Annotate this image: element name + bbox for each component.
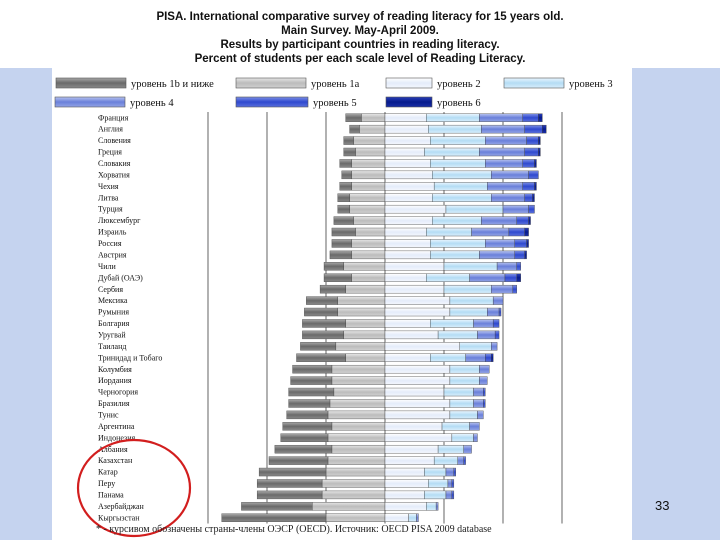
- bar-segment: [385, 388, 444, 396]
- bar-segment: [515, 251, 525, 259]
- bar-segment: [312, 502, 385, 510]
- bar-segment: [525, 228, 529, 236]
- legend-swatch-5: [55, 97, 125, 107]
- bar-segment: [302, 319, 345, 327]
- bar-segment: [385, 434, 452, 442]
- chart-figure: [52, 68, 632, 540]
- bar-segment: [356, 148, 386, 156]
- bar-segment: [409, 514, 417, 522]
- category-label: Колумбия: [98, 364, 132, 374]
- category-label: Уругвай: [98, 330, 126, 340]
- bar-segment: [515, 239, 527, 247]
- bar-segment: [444, 262, 497, 270]
- bar-segment: [434, 457, 458, 465]
- bar-segment: [523, 159, 535, 167]
- category-label: Румыния: [98, 307, 130, 317]
- bar-segment: [385, 251, 430, 259]
- bar-segment: [385, 239, 430, 247]
- bar-segment: [385, 342, 460, 350]
- bar-segment: [385, 331, 438, 339]
- bar-segment: [474, 319, 494, 327]
- bar-segment: [346, 319, 385, 327]
- bar-segment: [342, 171, 352, 179]
- category-label: Болгария: [98, 319, 130, 329]
- bar-segment: [542, 125, 546, 133]
- bar-segment: [304, 308, 337, 316]
- bar-segment: [385, 274, 426, 282]
- bar-segment: [450, 399, 474, 407]
- bar-segment: [491, 342, 497, 350]
- bar-segment: [493, 297, 503, 305]
- bar-segment: [350, 194, 385, 202]
- bar-segment: [430, 239, 485, 247]
- bar-segment: [525, 251, 527, 259]
- bar-segment: [448, 479, 452, 487]
- bar-segment: [385, 365, 450, 373]
- bar-segment: [338, 297, 385, 305]
- bar-segment: [428, 479, 448, 487]
- bar-segment: [344, 137, 354, 145]
- bar-segment: [291, 377, 332, 385]
- bar-segment: [487, 308, 499, 316]
- bar-segment: [525, 125, 543, 133]
- legend-swatch-3: [386, 78, 432, 88]
- bar-segment: [491, 354, 493, 362]
- bar-segment: [450, 308, 487, 316]
- legend-swatch-7: [386, 97, 432, 107]
- bar-segment: [328, 434, 385, 442]
- bar-segment: [517, 274, 521, 282]
- bar-segment: [523, 114, 539, 122]
- bar-segment: [452, 434, 474, 442]
- bar-segment: [385, 377, 450, 385]
- bar-segment: [495, 331, 499, 339]
- category-labels: [98, 113, 162, 522]
- bar-segment: [352, 239, 385, 247]
- bar-segment: [464, 457, 466, 465]
- legend-label-6: уровень 5: [313, 98, 357, 109]
- bar-segment: [385, 125, 428, 133]
- bar-segment: [485, 354, 491, 362]
- chart-footnote: * - курсивом обозначены страны-члены ОЭСР (OECD). Источник: OECD PISA 2009 database: [96, 524, 492, 535]
- legend-swatch-1: [56, 78, 126, 88]
- chart-legend: [55, 78, 613, 109]
- category-label: Таиланд: [98, 341, 127, 351]
- legend-label-2: уровень 1a: [311, 79, 360, 90]
- bar-segment: [332, 239, 352, 247]
- bar-segment: [385, 171, 432, 179]
- legend-label-4: уровень 3: [569, 79, 613, 90]
- legend-label-1: уровень 1b и ниже: [131, 79, 214, 90]
- bar-segment: [434, 182, 487, 190]
- bar-segment: [426, 228, 471, 236]
- bar-segment: [479, 365, 489, 373]
- bar-segment: [470, 274, 505, 282]
- bar-segment: [385, 148, 424, 156]
- bar-segment: [446, 205, 503, 213]
- bar-segment: [529, 171, 539, 179]
- bar-segment: [426, 502, 436, 510]
- bar-segment: [326, 468, 385, 476]
- category-label: Словения: [98, 136, 131, 146]
- bar-segment: [436, 502, 438, 510]
- category-label: Франция: [98, 113, 129, 123]
- bar-segment: [485, 137, 526, 145]
- bar-segment: [346, 354, 385, 362]
- category-label: Тунис: [98, 410, 119, 420]
- bar-segment: [474, 434, 478, 442]
- bar-segment: [470, 422, 480, 430]
- bar-segment: [454, 468, 456, 476]
- legend-swatch-4: [504, 78, 564, 88]
- bar-segment: [328, 411, 385, 419]
- bar-segment: [332, 365, 385, 373]
- bar-segment: [430, 354, 465, 362]
- bar-segment: [338, 194, 350, 202]
- bar-segment: [474, 388, 484, 396]
- bar-segment: [479, 377, 487, 385]
- bar-segment: [481, 217, 516, 225]
- bar-segment: [385, 354, 430, 362]
- bar-segment: [330, 399, 385, 407]
- category-label: Тринидад и Тобаго: [98, 353, 163, 363]
- bar-segment: [302, 331, 343, 339]
- bar-segment: [385, 159, 430, 167]
- bar-segment: [334, 217, 354, 225]
- category-label: Англия: [98, 124, 123, 134]
- bar-segment: [527, 239, 529, 247]
- bar-segment: [385, 514, 409, 522]
- bar-segment: [332, 445, 385, 453]
- category-label: Чили: [98, 261, 116, 271]
- bar-segment: [222, 514, 326, 522]
- chart-svg: [52, 68, 632, 540]
- category-label: Азербайджан: [98, 501, 144, 511]
- bar-segment: [354, 137, 385, 145]
- bar-segment: [385, 399, 450, 407]
- bar-segment: [485, 239, 515, 247]
- bar-segment: [385, 205, 446, 213]
- bar-segment: [275, 445, 332, 453]
- left-margin: [0, 68, 52, 540]
- bar-segment: [450, 365, 480, 373]
- bar-segment: [509, 228, 525, 236]
- bar-segment: [283, 422, 332, 430]
- category-label: Литва: [98, 193, 119, 203]
- category-label: Аргентина: [98, 421, 135, 431]
- bar-segment: [322, 479, 385, 487]
- page-number: 33: [655, 498, 670, 513]
- bar-segment: [322, 491, 385, 499]
- bar-segment: [452, 479, 454, 487]
- bar-segment: [505, 274, 517, 282]
- bar-segment: [385, 319, 430, 327]
- bar-segment: [474, 399, 484, 407]
- bar-segment: [428, 125, 481, 133]
- category-label: Панама: [98, 490, 124, 500]
- category-label: Индонезия: [98, 433, 136, 443]
- bar-segment: [356, 228, 386, 236]
- bar-segment: [450, 411, 478, 419]
- bar-segment: [534, 182, 536, 190]
- category-label: Кыргызстан: [98, 513, 140, 523]
- category-label: Россия: [98, 239, 122, 249]
- title-line-2: Main Survey. May-April 2009.: [281, 25, 439, 37]
- bar-segment: [361, 114, 385, 122]
- bar-segment: [350, 125, 360, 133]
- category-label: Чехия: [98, 181, 119, 191]
- bar-segment: [338, 205, 350, 213]
- bar-segment: [281, 434, 328, 442]
- legend-swatch-6: [236, 97, 308, 107]
- bar-segment: [426, 114, 479, 122]
- bar-segment: [458, 457, 464, 465]
- bar-segment: [416, 514, 418, 522]
- category-label: Катар: [98, 467, 118, 477]
- bar-segment: [527, 137, 539, 145]
- category-label: Перу: [98, 479, 116, 489]
- bar-segment: [352, 251, 385, 259]
- bar-segment: [330, 251, 352, 259]
- bar-segment: [385, 491, 424, 499]
- bar-segment: [538, 114, 542, 122]
- bar-segment: [259, 468, 326, 476]
- bar-segment: [385, 297, 450, 305]
- bar-segment: [483, 388, 485, 396]
- bar-segment: [426, 274, 469, 282]
- category-label: Австрия: [98, 250, 127, 260]
- bar-segment: [289, 399, 330, 407]
- category-label: Дубай (ОАЭ): [98, 273, 143, 283]
- bar-segment: [487, 182, 522, 190]
- legend-label-5: уровень 4: [130, 98, 174, 109]
- bar-segment: [346, 114, 362, 122]
- bar-segment: [444, 285, 491, 293]
- category-label: Сербия: [98, 284, 124, 294]
- bar-segment: [503, 205, 529, 213]
- bar-segment: [472, 228, 509, 236]
- bar-segment: [466, 354, 486, 362]
- bar-segment: [432, 171, 491, 179]
- bar-segment: [460, 342, 491, 350]
- bar-segment: [450, 377, 480, 385]
- category-label: Турция: [98, 204, 123, 214]
- bar-segment: [450, 297, 493, 305]
- bar-segment: [491, 171, 528, 179]
- bar-segment: [430, 159, 485, 167]
- bar-segment: [538, 137, 540, 145]
- legend-label-3: уровень 2: [437, 79, 481, 90]
- bar-segment: [534, 159, 536, 167]
- bar-segment: [344, 331, 385, 339]
- bar-segment: [430, 251, 479, 259]
- bar-segment: [334, 388, 385, 396]
- bar-segment: [385, 479, 428, 487]
- bar-segment: [385, 217, 432, 225]
- bar-segment: [350, 205, 385, 213]
- title-line-3: Results by participant countries in reading literacy.: [220, 39, 500, 51]
- bar-segment: [479, 251, 514, 259]
- bar-segment: [385, 114, 426, 122]
- bar-segment: [430, 137, 485, 145]
- bar-segment: [257, 491, 322, 499]
- bar-segment: [326, 514, 385, 522]
- bar-segment: [432, 217, 481, 225]
- bar-segment: [354, 217, 385, 225]
- bar-segment: [332, 422, 385, 430]
- bar-segment: [306, 297, 337, 305]
- bar-segment: [517, 217, 529, 225]
- category-label: Албания: [98, 444, 128, 454]
- legend-swatch-2: [236, 78, 306, 88]
- title-line-1: PISA. International comparative survey of reading literacy for 15 years old.: [156, 11, 564, 23]
- bar-segment: [523, 182, 535, 190]
- bar-segment: [257, 479, 322, 487]
- bar-segment: [385, 308, 450, 316]
- bar-segment: [241, 502, 312, 510]
- bar-segment: [338, 308, 385, 316]
- legend-label-7: уровень 6: [437, 98, 481, 109]
- bar-segment: [464, 445, 472, 453]
- bar-segment: [529, 205, 535, 213]
- right-margin: [632, 68, 720, 540]
- bar-segment: [300, 342, 335, 350]
- bar-segment: [336, 342, 385, 350]
- bar-segment: [269, 457, 328, 465]
- bar-segment: [438, 331, 477, 339]
- bar-segment: [324, 274, 352, 282]
- bar-segment: [446, 491, 452, 499]
- category-label: Иордания: [98, 376, 132, 386]
- bar-segment: [525, 148, 539, 156]
- bar-segment: [497, 262, 517, 270]
- bar-segment: [340, 159, 352, 167]
- bar-segment: [499, 308, 501, 316]
- bar-segment: [525, 194, 533, 202]
- bar-segment: [529, 217, 531, 225]
- bar-segment: [332, 377, 385, 385]
- bar-segment: [424, 468, 446, 476]
- bar-segment: [332, 228, 356, 236]
- bar-segment: [442, 422, 470, 430]
- bar-segment: [385, 457, 434, 465]
- bar-segment: [477, 411, 483, 419]
- chart-bars: [222, 114, 547, 522]
- bar-segment: [538, 148, 540, 156]
- bar-segment: [491, 285, 513, 293]
- bar-segment: [352, 159, 385, 167]
- bar-segment: [340, 182, 352, 190]
- category-label: Казахстан: [98, 456, 133, 466]
- bar-segment: [289, 388, 334, 396]
- bar-segment: [477, 331, 495, 339]
- bar-segment: [287, 411, 328, 419]
- category-label: Люксембург: [98, 216, 141, 226]
- bar-segment: [513, 285, 517, 293]
- bar-segment: [479, 148, 524, 156]
- bar-segment: [493, 319, 499, 327]
- bar-segment: [517, 262, 521, 270]
- bar-segment: [446, 468, 454, 476]
- bar-segment: [352, 182, 385, 190]
- category-label: Израиль: [98, 227, 127, 237]
- bar-segment: [479, 114, 522, 122]
- bar-segment: [385, 468, 424, 476]
- bar-segment: [444, 388, 474, 396]
- bar-segment: [385, 445, 438, 453]
- bar-segment: [483, 399, 485, 407]
- bar-segment: [344, 262, 385, 270]
- bar-segment: [293, 365, 332, 373]
- bar-segment: [385, 137, 430, 145]
- bar-segment: [385, 411, 450, 419]
- bar-segment: [452, 491, 454, 499]
- category-label: Бразилия: [98, 399, 130, 409]
- bar-segment: [328, 457, 385, 465]
- bar-segment: [485, 159, 522, 167]
- bar-segment: [346, 285, 385, 293]
- bar-segment: [297, 354, 346, 362]
- bar-segment: [533, 194, 535, 202]
- bar-segment: [324, 262, 344, 270]
- category-label: Мексика: [98, 296, 128, 306]
- bar-segment: [385, 182, 434, 190]
- bar-segment: [438, 445, 464, 453]
- title-line-4: Percent of students per each scale level of Reading Literacy.: [194, 53, 526, 65]
- bar-segment: [344, 148, 356, 156]
- bar-segment: [352, 274, 385, 282]
- bar-segment: [385, 194, 432, 202]
- category-label: Словакия: [98, 159, 131, 169]
- bar-segment: [481, 125, 524, 133]
- category-label: Хорватия: [98, 170, 130, 180]
- category-label: Черногория: [98, 387, 139, 397]
- bar-segment: [359, 125, 385, 133]
- slide-title: [100, 10, 620, 66]
- bar-segment: [385, 228, 426, 236]
- bar-segment: [385, 502, 426, 510]
- bar-segment: [430, 319, 473, 327]
- category-label: Греция: [98, 147, 122, 157]
- bar-segment: [432, 194, 491, 202]
- bar-segment: [385, 285, 444, 293]
- bar-segment: [491, 194, 524, 202]
- bar-segment: [424, 491, 446, 499]
- bar-segment: [385, 422, 442, 430]
- bar-segment: [424, 148, 479, 156]
- bar-segment: [385, 262, 444, 270]
- bar-segment: [320, 285, 346, 293]
- bar-segment: [352, 171, 385, 179]
